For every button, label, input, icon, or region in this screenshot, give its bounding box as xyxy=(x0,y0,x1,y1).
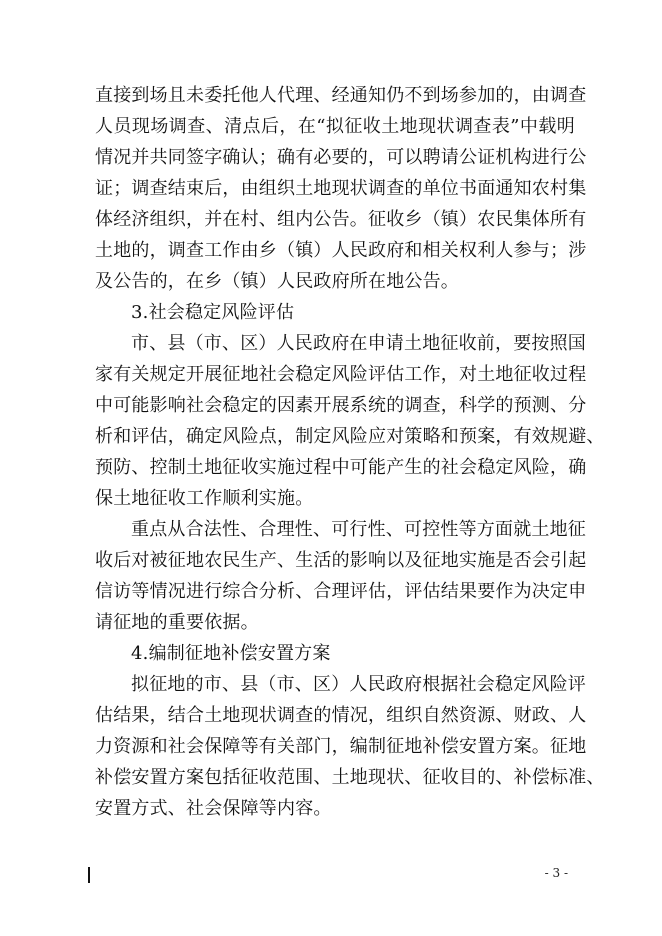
text-line: 证；调查结束后，由组织土地现状调查的单位书面通知农村集 xyxy=(95,178,587,199)
text-line: 市、县（市、区）人民政府在申请土地征收前，要按照国 xyxy=(131,333,586,354)
section-heading: 4.编制征地补偿安置方案 xyxy=(131,643,331,664)
text-line: 析和评估，确定风险点，制定风险应对策略和预案，有效规避、 xyxy=(95,426,605,447)
text-line: 人员现场调查、清点后，在“拟征收土地现状调查表”中载明 xyxy=(95,116,575,137)
text-line: 收后对被征地农民生产、生活的影响以及征地实施是否会引起 xyxy=(95,550,587,571)
text-line: 预防、控制土地征收实施过程中可能产生的社会稳定风险，确 xyxy=(95,457,587,478)
text-line: 体经济组织，并在村、组内公告。征收乡（镇）农民集体所有 xyxy=(95,209,587,230)
page-number: - 3 - xyxy=(544,866,568,880)
text-line: 土地的，调查工作由乡（镇）人民政府和相关权利人参与；涉 xyxy=(95,240,587,261)
text-line: 情况并共同签字确认；确有必要的，可以聘请公证机构进行公 xyxy=(95,147,587,168)
text-line: 力资源和社会保障等有关部门，编制征地补偿安置方案。征地 xyxy=(95,736,587,757)
text-line: 重点从合法性、合理性、可行性、可控性等方面就土地征 xyxy=(131,519,586,540)
footer-margin-mark xyxy=(88,867,90,883)
text-line: 家有关规定开展征地社会稳定风险评估工作，对土地征收过程 xyxy=(95,364,587,385)
section-heading: 3.社会稳定风险评估 xyxy=(131,302,295,323)
text-line: 直接到场且未委托他人代理、经通知仍不到场参加的，由调查 xyxy=(95,85,587,106)
text-line: 估结果，结合土地现状调查的情况，组织自然资源、财政、人 xyxy=(95,705,587,726)
text-line: 请征地的重要依据。 xyxy=(95,612,259,633)
text-line: 保土地征收工作顺利实施。 xyxy=(95,488,314,509)
text-line: 中可能影响社会稳定的因素开展系统的调查，科学的预测、分 xyxy=(95,395,587,416)
document-body xyxy=(95,80,605,824)
text-line: 补偿安置方案包括征收范围、土地现状、征收目的、补偿标准、 xyxy=(95,767,605,788)
text-line: 信访等情况进行综合分析、合理评估，评估结果要作为决定申 xyxy=(95,581,587,602)
text-line: 拟征地的市、县（市、区）人民政府根据社会稳定风险评 xyxy=(131,674,586,695)
text-line: 安置方式、社会保障等内容。 xyxy=(95,798,332,819)
text-line: 及公告的，在乡（镇）人民政府所在地公告。 xyxy=(95,271,459,292)
